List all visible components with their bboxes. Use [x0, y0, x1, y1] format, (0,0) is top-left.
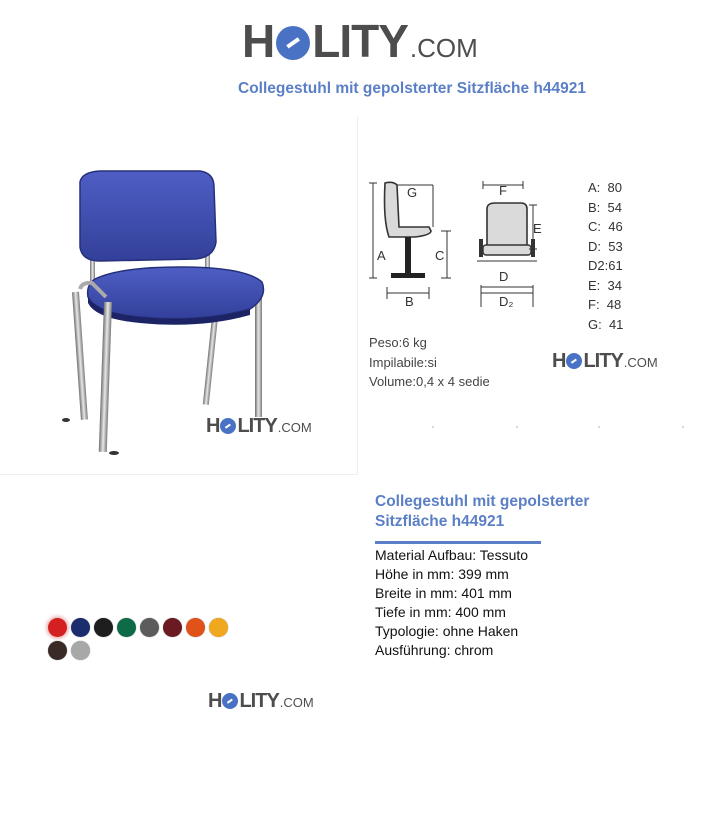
- dot-icon: [432, 426, 434, 428]
- page-title: Collegestuhl mit gepolsterter Sitzfläche h44921: [238, 80, 586, 97]
- product-photo: [0, 117, 358, 475]
- diagram-notes: [369, 333, 490, 392]
- spec-height: Höhe in mm: 399 mm: [375, 566, 509, 582]
- swatch-orange[interactable]: [186, 618, 205, 637]
- note-weight: Peso:6 kg: [369, 335, 427, 350]
- dot-icon: [682, 426, 684, 428]
- swatch-yellow[interactable]: [209, 618, 228, 637]
- note-stackable: Impilabile:si: [369, 354, 437, 370]
- dim-label-g: G: [407, 185, 418, 200]
- holity-logo[interactable]: [242, 14, 478, 68]
- swatch-navy[interactable]: [71, 618, 90, 637]
- dim-value-d2: D2:61: [588, 258, 623, 273]
- logo-o-icon: [566, 353, 582, 369]
- logo-suffix: .COM: [409, 33, 478, 63]
- dim-value-f: F: 48: [588, 297, 622, 312]
- dot-icon: [516, 426, 518, 428]
- dim-label-d2: D₂: [499, 294, 514, 309]
- dim-value-b: B: 54: [588, 199, 622, 215]
- swatch-black[interactable]: [94, 618, 113, 637]
- dim-value-d: D: 53: [588, 238, 623, 254]
- spec-material: Material Aufbau: Tessuto: [375, 547, 529, 563]
- note-volume: Volume:0,4 x 4 sedie: [369, 374, 490, 389]
- diagram-watermark-logo: H LITY .COM: [552, 350, 658, 372]
- dim-label-c: C: [435, 248, 445, 263]
- spec-width: Breite in mm: 401 mm: [375, 585, 512, 601]
- dot-icon: [598, 426, 600, 428]
- swatch-green[interactable]: [117, 618, 136, 637]
- dim-value-g: G: 41: [588, 316, 624, 332]
- swatch-brown[interactable]: [48, 641, 67, 660]
- dim-label-e: E: [533, 221, 542, 236]
- swatch-burgundy[interactable]: [163, 618, 182, 637]
- spec-typology: Typologie: ohne Haken: [375, 623, 519, 639]
- dim-label-b: B: [405, 294, 414, 309]
- logo-o-icon: [222, 693, 238, 709]
- swatch-red[interactable]: [48, 618, 67, 637]
- logo-o-icon: [276, 26, 310, 60]
- logo-text: LITY: [312, 15, 408, 67]
- logo-o-icon: [220, 418, 236, 434]
- logo-letter-h: H: [242, 15, 275, 67]
- dim-label-a: A: [377, 248, 386, 263]
- dimension-list: [588, 178, 623, 334]
- footer-watermark-logo: H LITY .COM: [208, 690, 314, 712]
- heading-divider: [375, 541, 541, 544]
- spec-finish: Ausführung: chrom: [375, 642, 494, 658]
- dim-value-e: E: 34: [588, 277, 622, 293]
- color-swatches: [48, 618, 238, 660]
- product-heading: Collegestuhl mit gepolsterter Sitzfläche h44921: [375, 493, 590, 530]
- swatch-light-grey[interactable]: [71, 641, 90, 660]
- dim-value-c: C: 46: [588, 219, 623, 234]
- swatch-grey[interactable]: [140, 618, 159, 637]
- photo-watermark-logo: H LITY .COM: [206, 415, 312, 437]
- spec-depth: Tiefe in mm: 400 mm: [375, 604, 506, 620]
- dim-label-f: F: [499, 183, 507, 198]
- dim-label-d: D: [499, 269, 509, 284]
- dimension-diagram: [365, 175, 565, 315]
- product-specs: [375, 546, 528, 660]
- dim-value-a: A: 80: [588, 180, 622, 195]
